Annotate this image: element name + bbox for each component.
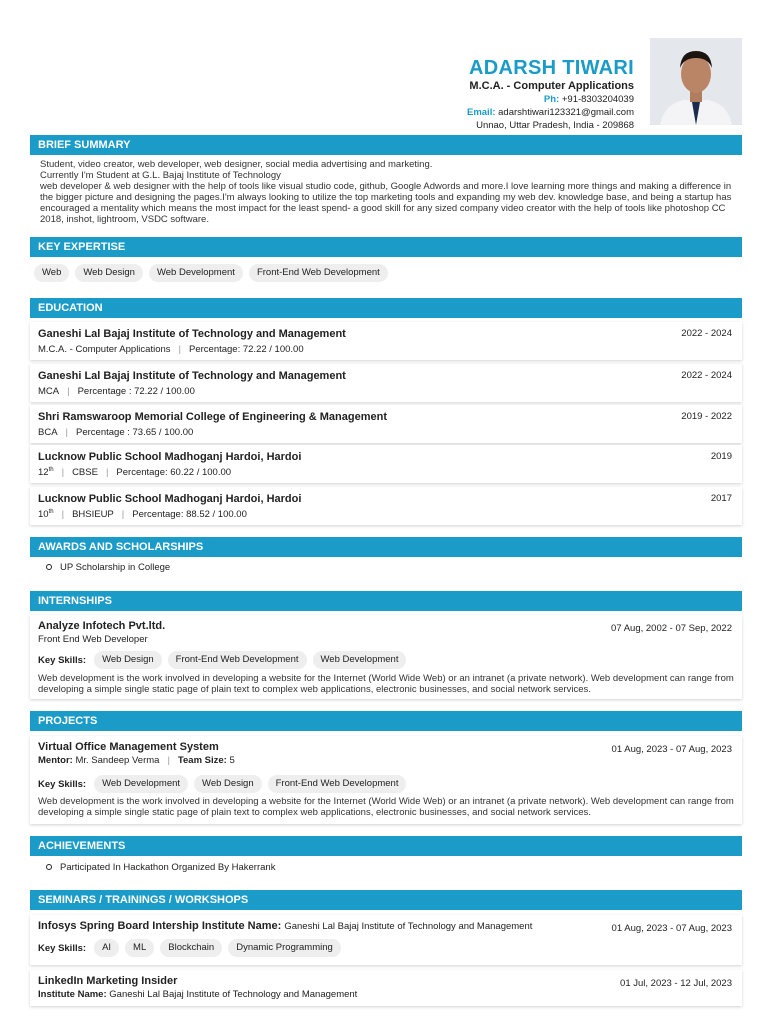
- internship-key-skills: [38, 651, 406, 669]
- course-name: MCA: [38, 386, 60, 397]
- expertise-chip: Web Design: [75, 264, 143, 282]
- education-years: 2022 - 2024: [681, 328, 732, 339]
- achievement-item: Participated In Hackathon Organized By Hakerrank: [46, 862, 275, 873]
- profile-photo: [650, 38, 742, 125]
- education-item: [30, 364, 742, 402]
- education-details: MCA | Percentage : 72.22 / 100.00: [38, 386, 195, 397]
- phone-number[interactable]: +91-8303204039: [561, 94, 634, 105]
- education-details: M.C.A. - Computer Applications | Percentage: 72.22 / 100.00: [38, 344, 304, 355]
- education-item: [30, 405, 742, 443]
- skill-chip: Blockchain: [160, 939, 222, 957]
- email-line: [467, 106, 634, 119]
- board: CBSE: [72, 467, 98, 479]
- seminar-item: [30, 915, 742, 965]
- section-awards: AWARDS AND SCHOLARSHIPS: [30, 537, 742, 557]
- section-education: EDUCATION: [30, 298, 742, 318]
- internship-company: Analyze Infotech Pvt.ltd.: [38, 620, 166, 632]
- key-skills-label: Key Skills:: [38, 942, 87, 954]
- project-meta: Mentor: Mr. Sandeep Verma | Team Size: 5: [38, 755, 235, 766]
- education-details: 12th | CBSE | Percentage: 60.22 / 100.00: [38, 467, 232, 479]
- resume-header: [30, 38, 742, 131]
- project-description: Web development is the work involved in developing a website for the Internet (World Wide Web) or an intranet (a private network). Web development can range from developing a simple single static page of plain text to complex web applications, electronic businesses, and social network services.: [38, 796, 734, 818]
- project-title: Virtual Office Management System: [38, 741, 219, 753]
- internship-role: Front End Web Developer: [38, 634, 148, 645]
- seminar-institute-label: Institute Name:: [38, 989, 107, 1000]
- institution-name: Shri Ramswaroop Memorial College of Engineering & Management: [38, 411, 388, 423]
- phone-line: [467, 93, 634, 106]
- internship-description: Web development is the work involved in developing a website for the Internet (World Wide Web) or an intranet (a private network). Web development can range from developing a simple single static page of plain text to complex web applications, electronic businesses, and social network services.: [38, 673, 734, 695]
- phone-label: Ph:: [543, 94, 560, 105]
- skill-chip: Web Design: [194, 775, 262, 793]
- seminar-item: [30, 970, 742, 1006]
- section-key-expertise: KEY EXPERTISE: [30, 237, 742, 257]
- skill-chip: AI: [94, 939, 119, 957]
- expertise-chip: Web Development: [149, 264, 243, 282]
- section-projects: PROJECTS: [30, 711, 742, 731]
- skill-chip: ML: [125, 939, 154, 957]
- candidate-name: ADARSH TIWARI: [468, 57, 634, 79]
- education-years: 2019: [710, 451, 732, 462]
- grade: 12th: [38, 467, 54, 479]
- seminar-institute-label: Institute Name:: [201, 920, 282, 932]
- summary-line-1: Student, video creator, web developer, web designer, social media advertising and marketing.: [40, 159, 433, 170]
- education-item: [30, 445, 742, 483]
- section-seminars: SEMINARS / TRAININGS / WORKSHOPS: [30, 890, 742, 910]
- grade: 10th: [38, 509, 54, 521]
- mentor-label: Mentor:: [38, 755, 73, 766]
- education-item: [30, 322, 742, 360]
- education-years: 2017: [710, 493, 732, 504]
- profile-photo-icon: [650, 38, 742, 125]
- education-years: 2022 - 2024: [681, 370, 732, 381]
- summary-line-3: web developer & web designer with the help of tools like visual studio code, github, Google Adwords and more.I love learning more things and making a difference in the bigger picture and designing the pages.I'm always looking to utilize the top marketing tools and expanding my web dev. knowledge base, and being a startup has encouraged a mentality which means the most impact for the least spend- a good skill for any sized company video creator with the help of tools like photoshop CC 2018, inshot, lightroom, VSDC software.: [40, 181, 732, 225]
- expertise-chip: Front-End Web Development: [249, 264, 388, 282]
- team-size-label: Team Size:: [177, 755, 227, 766]
- score: Percentage: 88.52 / 100.00: [132, 509, 247, 521]
- project-item: [30, 736, 742, 824]
- skill-chip: Dynamic Programming: [228, 939, 341, 957]
- skill-chip: Front-End Web Development: [168, 651, 307, 669]
- education-details: 10th | BHSIEUP | Percentage: 88.52 / 100.00: [38, 509, 247, 521]
- project-dates: 01 Aug, 2023 - 07 Aug, 2023: [611, 744, 732, 755]
- institution-name: Lucknow Public School Madhoganj Hardoi, Hardoi: [38, 451, 302, 463]
- seminar-institute: Ganeshi Lal Bajaj Institute of Technology and Management: [109, 989, 358, 1000]
- email-address[interactable]: adarshtiwari123321@gmail.com: [498, 107, 634, 118]
- seminar-key-skills: [38, 939, 341, 957]
- score: Percentage : 72.22 / 100.00: [77, 386, 195, 397]
- institution-name: Ganeshi Lal Bajaj Institute of Technology and Management: [38, 370, 346, 382]
- internship-dates: 07 Aug, 2002 - 07 Sep, 2022: [611, 623, 732, 634]
- expertise-chip: Web: [34, 264, 69, 282]
- institution-name: Ganeshi Lal Bajaj Institute of Technology and Management: [38, 328, 346, 340]
- section-achievements: ACHIEVEMENTS: [30, 836, 742, 856]
- skill-chip: Front-End Web Development: [268, 775, 407, 793]
- skill-chip: Web Design: [94, 651, 162, 669]
- course-name: BCA: [38, 427, 58, 438]
- board: BHSIEUP: [72, 509, 114, 521]
- section-internships: INTERNSHIPS: [30, 591, 742, 611]
- key-skills-label: Key Skills:: [38, 778, 87, 790]
- institution-name: Lucknow Public School Madhoganj Hardoi, Hardoi: [38, 493, 302, 505]
- team-size: 5: [229, 755, 235, 766]
- project-key-skills: [38, 775, 406, 793]
- seminar-institute-line: [38, 989, 357, 1000]
- seminar-title: LinkedIn Marketing Insider: [38, 975, 178, 987]
- education-years: 2019 - 2022: [681, 411, 732, 422]
- candidate-degree: M.C.A. - Computer Applications: [469, 80, 634, 92]
- seminar-dates: 01 Jul, 2023 - 12 Jul, 2023: [620, 978, 732, 989]
- seminar-header: [38, 920, 532, 932]
- education-item: [30, 487, 742, 525]
- seminar-title: Infosys Spring Board Intership: [38, 920, 199, 932]
- summary-line-2: Currently I'm Student at G.L. Bajaj Institute of Technology: [40, 170, 281, 181]
- key-skills-label: Key Skills:: [38, 654, 87, 666]
- contact-block: [467, 56, 634, 132]
- skill-chip: Web Development: [94, 775, 188, 793]
- score: Percentage: 72.22 / 100.00: [189, 344, 304, 355]
- summary-text: [40, 159, 734, 225]
- internship-item: [30, 615, 742, 699]
- skill-chip: Web Development: [313, 651, 407, 669]
- score: Percentage: 60.22 / 100.00: [116, 467, 232, 479]
- address: Unnao, Uttar Pradesh, India - 209868: [476, 120, 634, 131]
- seminar-institute: Ganeshi Lal Bajaj Institute of Technology and Management: [284, 921, 533, 932]
- mentor-name: Mr. Sandeep Verma: [75, 755, 160, 766]
- course-name: M.C.A. - Computer Applications: [38, 344, 171, 355]
- email-label: Email:: [466, 107, 496, 118]
- score: Percentage : 73.65 / 100.00: [76, 427, 194, 438]
- section-brief-summary: BRIEF SUMMARY: [30, 135, 742, 155]
- award-item: UP Scholarship in College: [46, 562, 170, 573]
- expertise-chips: [34, 264, 388, 282]
- seminar-dates: 01 Aug, 2023 - 07 Aug, 2023: [611, 923, 732, 934]
- education-details: BCA | Percentage : 73.65 / 100.00: [38, 427, 194, 438]
